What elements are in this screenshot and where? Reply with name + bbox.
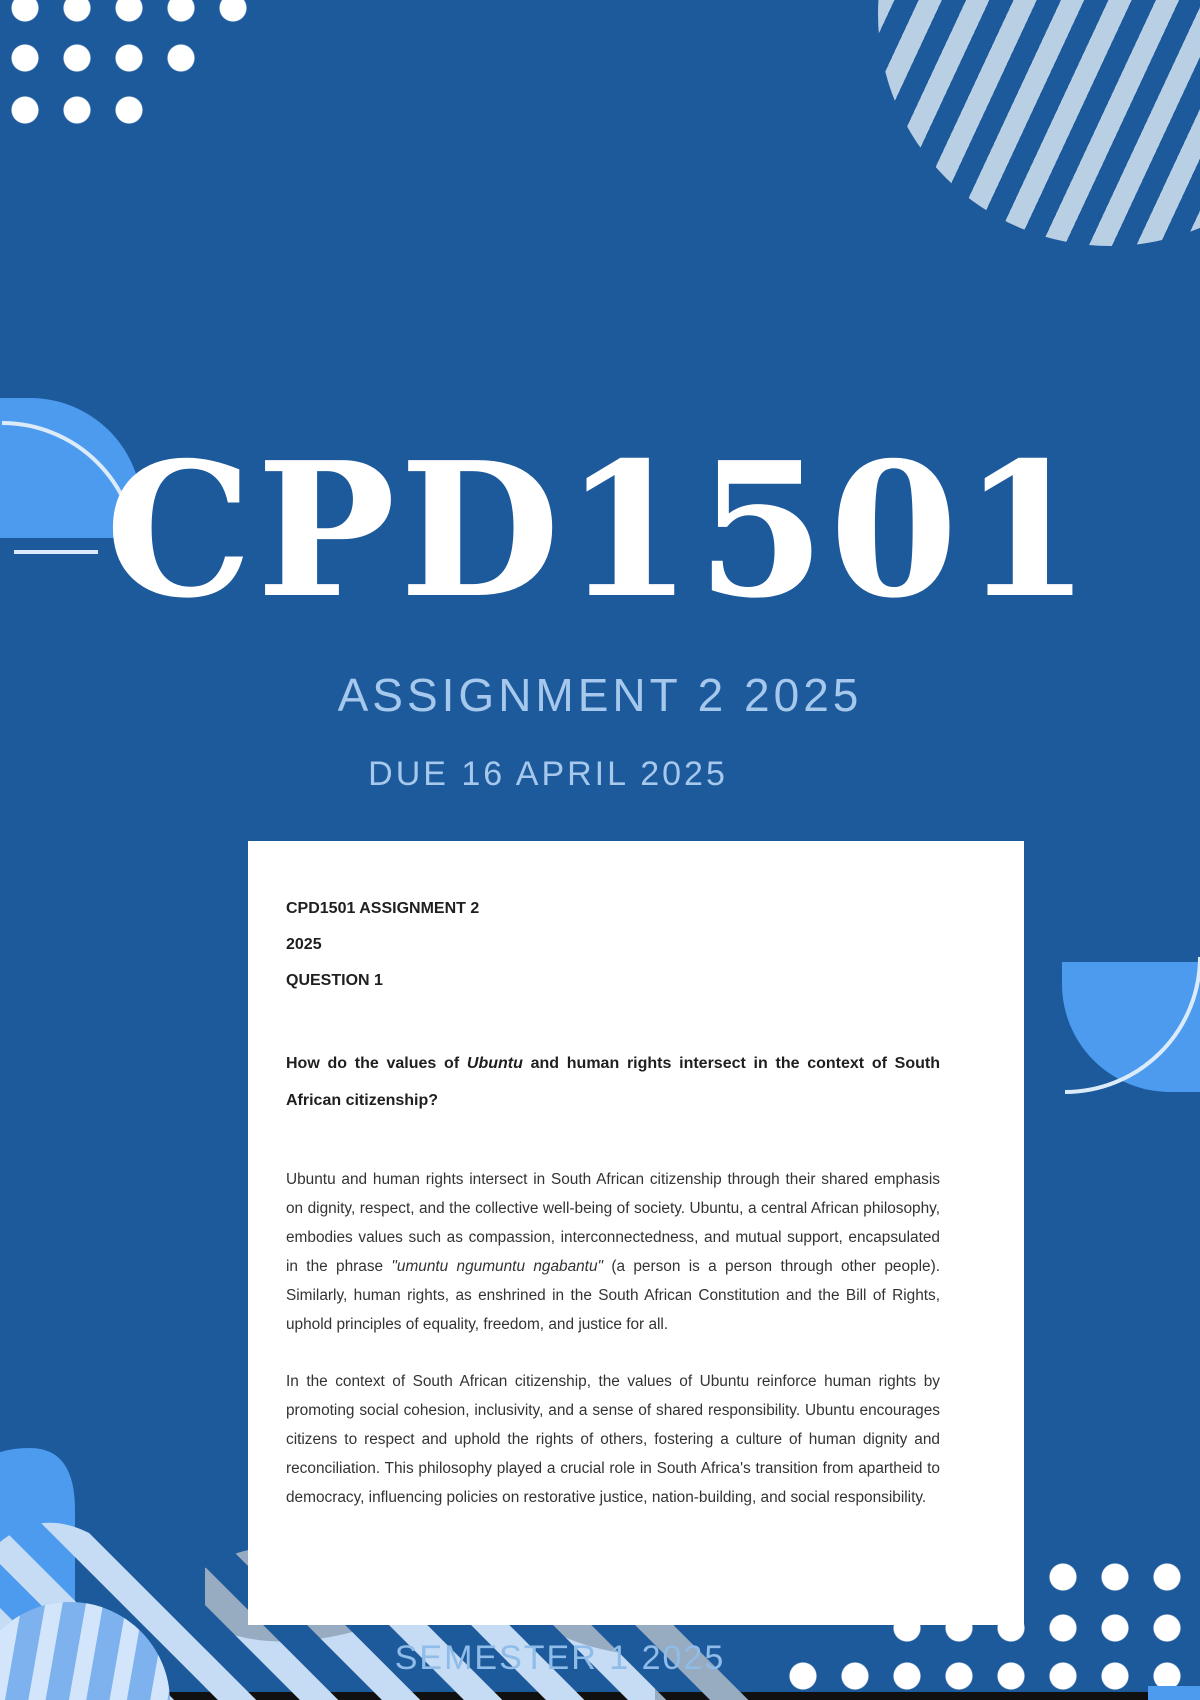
paragraph1-run2-italic: "umuntu ngumuntu ngabantu" — [391, 1258, 603, 1275]
document-page — [248, 841, 1024, 1625]
paragraph1-run1: Ubuntu and human rights intersect in South African citizenship through their shared emphasis on dignity, respect, and the collective well-being of society. Ubuntu, a central African philosophy, embodies values such as compassion, interconnectedness, and mutual support, encapsulated in the phrase — [286, 1171, 940, 1275]
question-run1: How do the values of — [286, 1055, 467, 1072]
document-heading-line3: QUESTION 1 — [286, 972, 383, 989]
decor-dots-top-left-row3 — [11, 96, 147, 124]
decor-dots-bottom-right-row1 — [1049, 1563, 1185, 1591]
due-date-line: DUE 16 APRIL 2025 — [368, 755, 728, 793]
semester-line: SEMESTER 1 2025 — [394, 1639, 726, 1677]
document-heading-line2: 2025 — [286, 936, 322, 953]
answer-paragraph-1 — [286, 1165, 940, 1339]
assignment-subtitle: ASSIGNMENT 2 2025 — [337, 669, 863, 721]
decor-dots-top-left-row1 — [11, 0, 251, 22]
question-text — [286, 1045, 940, 1119]
decor-arc-outline-right — [1040, 940, 1200, 1110]
answer-paragraph-2: In the context of South African citizenship, the values of Ubuntu reinforce human rights by promoting social cohesion, inclusivity, and a sense of shared responsibility. Ubuntu encourages citizens to respect and uphold the rights of others, fostering a culture of human dignity and reconciliation. This philosophy played a crucial role in South Africa's transition from apartheid to democracy, influencing policies on restorative justice, nation-building, and social responsibility. — [286, 1373, 940, 1506]
course-code-title: CPD1501 — [105, 421, 1095, 639]
decor-striped-circle-top-right — [878, 0, 1200, 246]
question-run2-italic: Ubuntu — [466, 1055, 523, 1072]
paragraph1-run3: (a person is a person through other people). Similarly, human rights, as enshrined in the South African Constitution and the Bill of Rights, uphold principles of equality, freedom, and justice for all. — [286, 1258, 940, 1333]
document-heading-line1: CPD1501 ASSIGNMENT 2 — [286, 900, 480, 917]
decor-dots-top-left-row2 — [11, 44, 199, 72]
decor-bottom-right-accent — [1148, 1686, 1200, 1700]
question-run3: and human rights intersect in the context of South African citizenship? — [286, 1055, 941, 1109]
document-heading — [286, 891, 940, 999]
